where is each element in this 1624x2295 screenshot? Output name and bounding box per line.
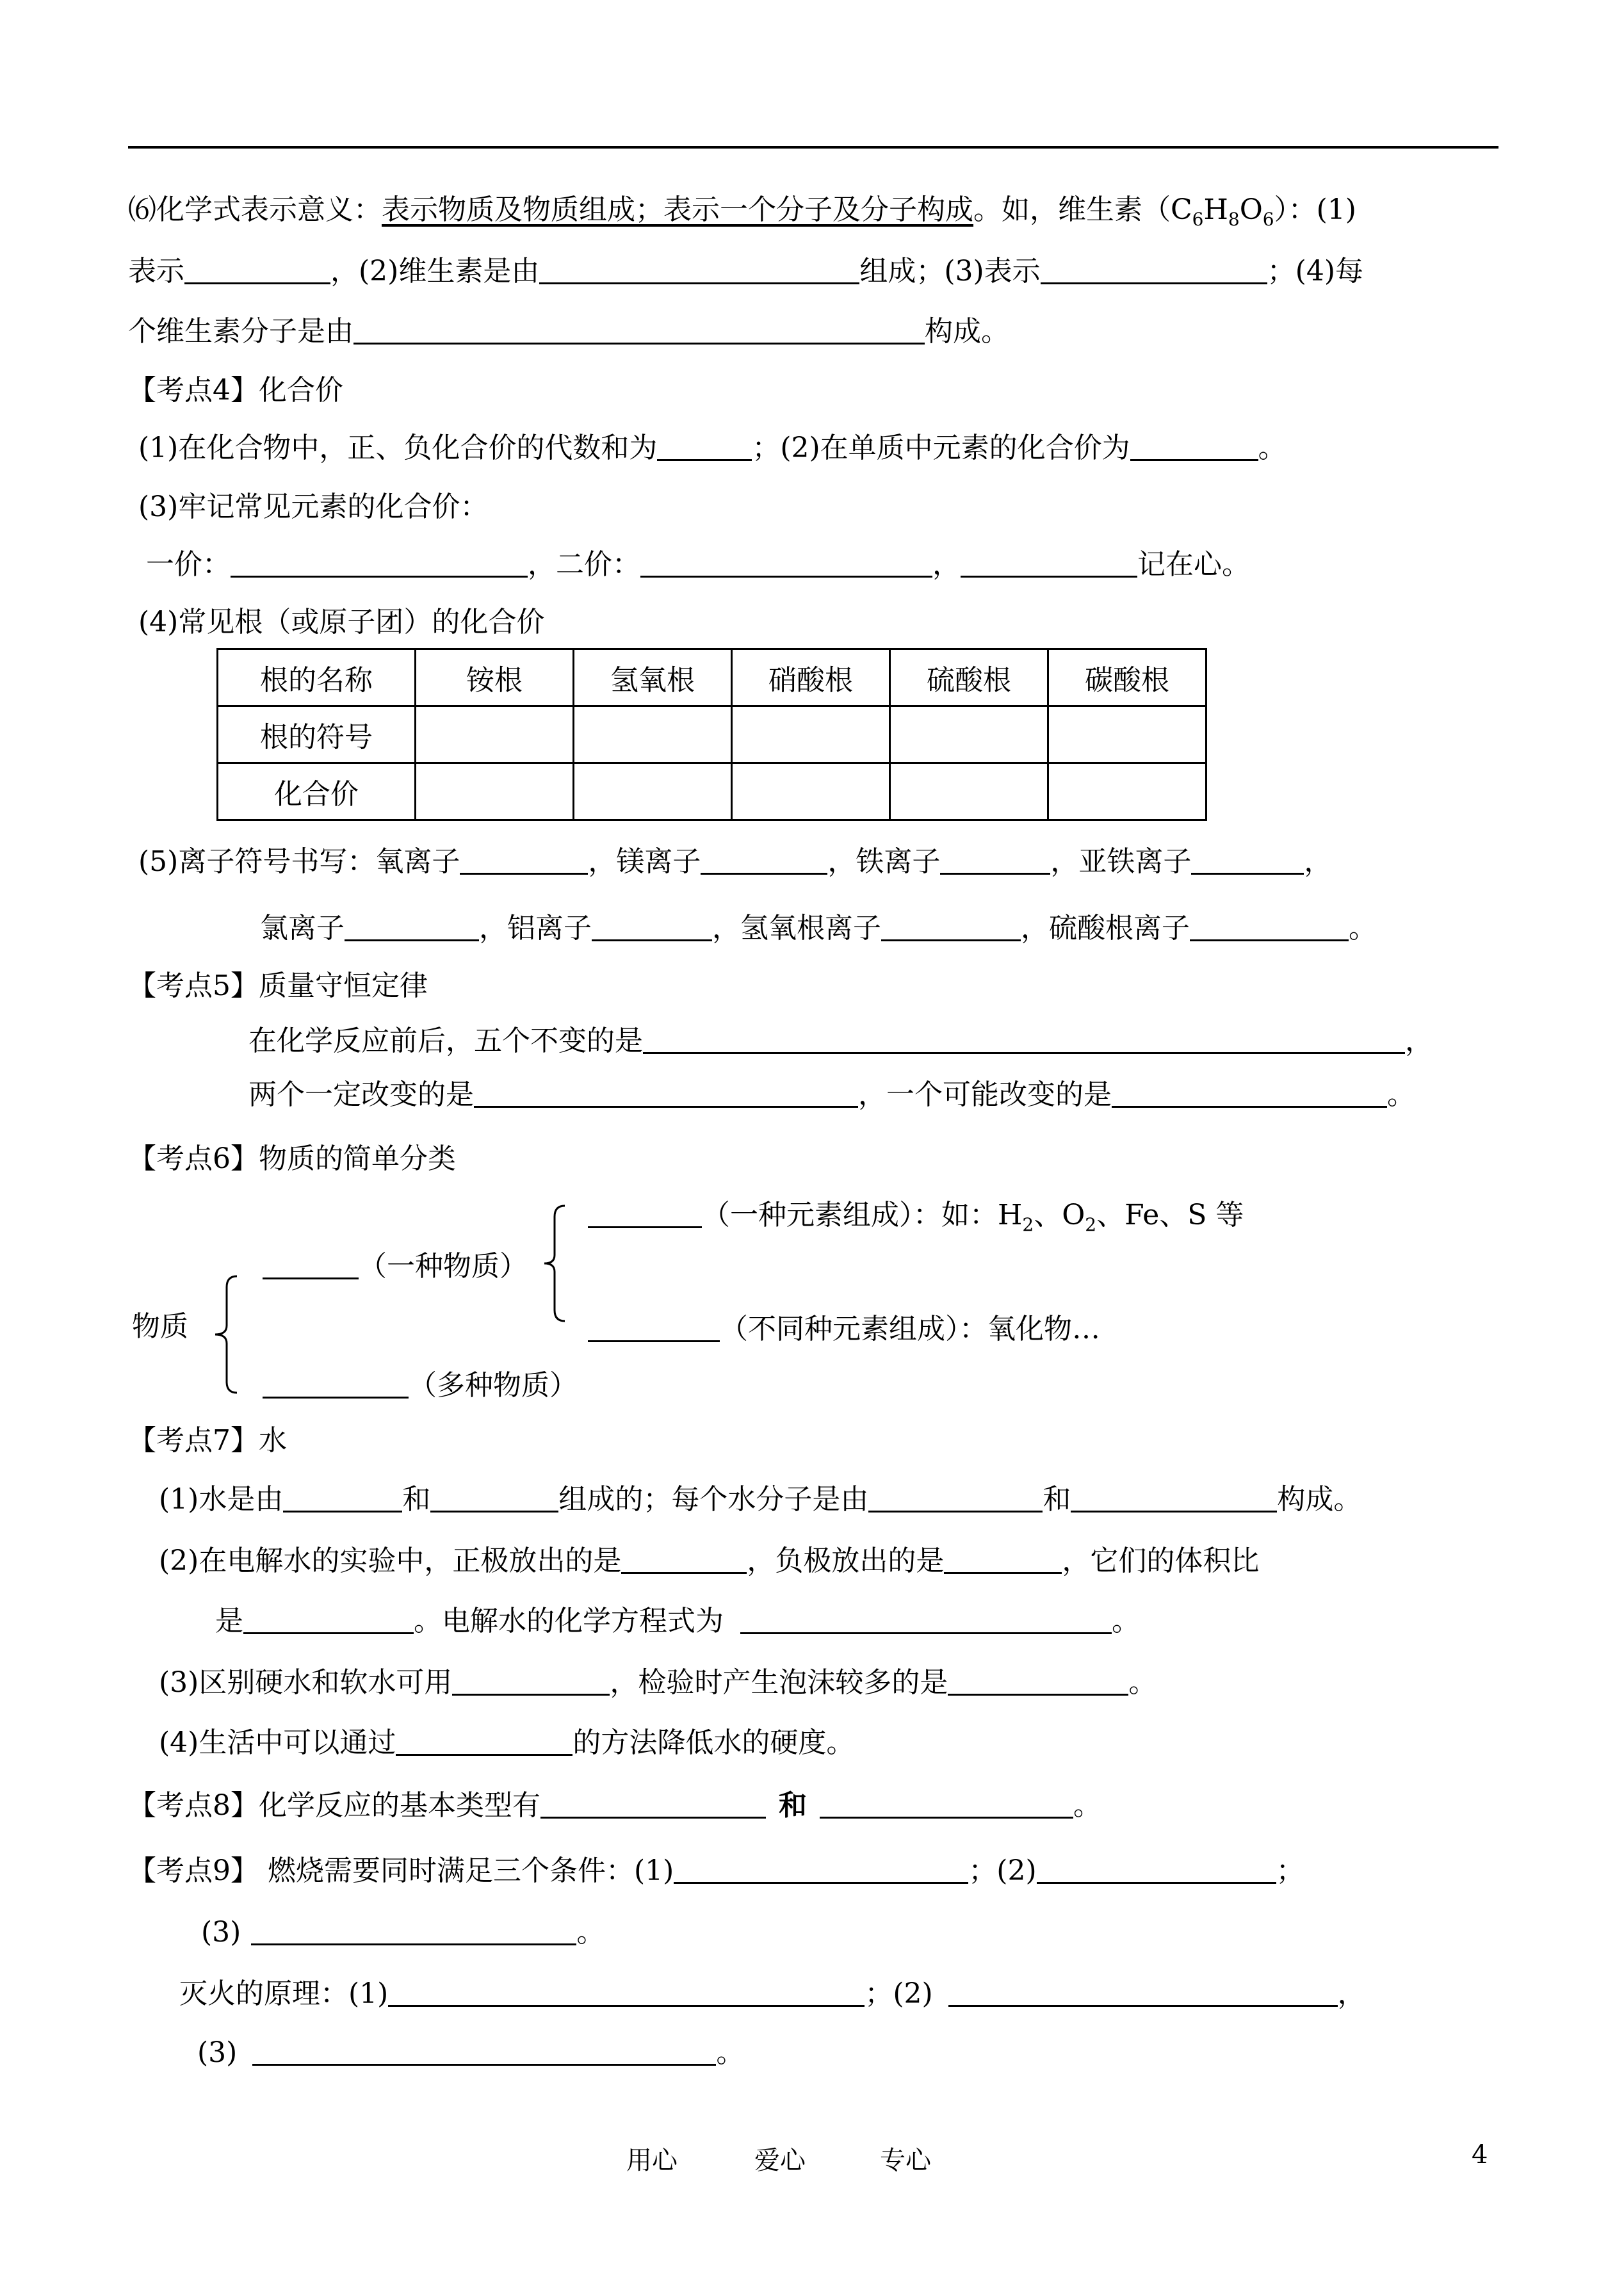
text: ，(2)维生素是由 bbox=[330, 255, 540, 288]
text: (4)生活中可以通过 bbox=[159, 1726, 396, 1759]
table-cell-empty[interactable] bbox=[416, 706, 574, 763]
subscript: 8 bbox=[1228, 209, 1240, 230]
ion-symbols-line-1 bbox=[138, 844, 1332, 880]
answer-blank[interactable] bbox=[243, 1604, 414, 1634]
header-rule bbox=[128, 146, 1498, 149]
table-cell-empty[interactable] bbox=[1048, 706, 1206, 763]
answer-blank[interactable] bbox=[231, 547, 528, 578]
answer-blank[interactable] bbox=[263, 1368, 409, 1399]
table-row bbox=[218, 706, 1206, 763]
answer-blank[interactable] bbox=[283, 1482, 402, 1512]
table-cell: 根的名称 bbox=[218, 649, 416, 706]
text: ； bbox=[1276, 1854, 1304, 1887]
text: 和 bbox=[1043, 1483, 1071, 1516]
answer-blank[interactable] bbox=[657, 431, 752, 461]
answer-blank[interactable] bbox=[1130, 431, 1258, 461]
classification-pure-substance bbox=[263, 1249, 528, 1285]
answer-blank[interactable] bbox=[263, 1249, 359, 1279]
classification-mixture bbox=[263, 1368, 578, 1404]
text: (3)区别硬水和软水可用 bbox=[159, 1666, 453, 1699]
answer-blank[interactable] bbox=[643, 1024, 1405, 1054]
text: ）：(1) bbox=[1274, 193, 1356, 226]
brace-icon bbox=[542, 1204, 567, 1323]
table-cell: 氢氧根 bbox=[574, 649, 732, 706]
answer-blank[interactable] bbox=[1112, 1078, 1387, 1108]
ion-symbols-line-2 bbox=[260, 911, 1377, 946]
text: 氯离子 bbox=[260, 912, 345, 945]
subscript: 2 bbox=[1085, 1214, 1097, 1235]
conservation-line-2 bbox=[248, 1077, 1415, 1113]
text: 。 bbox=[1349, 912, 1377, 945]
answer-blank[interactable] bbox=[540, 1788, 766, 1819]
text: ；(4)每 bbox=[1267, 255, 1363, 288]
radical-heading: (4)常见根（或原子团）的化合价 bbox=[138, 606, 545, 638]
text: 。 bbox=[1112, 1605, 1140, 1637]
text: ；(2)在单质中元素的化合价为 bbox=[752, 432, 1130, 464]
water-line-2b bbox=[215, 1603, 1140, 1639]
text: 构成。 bbox=[925, 315, 1009, 348]
text: 一价： bbox=[146, 548, 231, 581]
answer-blank[interactable] bbox=[588, 1312, 720, 1342]
table-cell-empty[interactable] bbox=[574, 706, 732, 763]
text: ，一个可能改变的是 bbox=[858, 1078, 1112, 1111]
text: 组成的；每个水分子是由 bbox=[558, 1483, 869, 1516]
formula-meaning-line bbox=[128, 192, 1356, 238]
answer-blank[interactable] bbox=[345, 911, 479, 941]
text: 。 bbox=[716, 2036, 745, 2069]
table-cell: 硝酸根 bbox=[732, 649, 890, 706]
table-cell: 根的符号 bbox=[218, 706, 416, 763]
answer-blank[interactable] bbox=[460, 845, 588, 875]
text: ；(2) bbox=[865, 1977, 933, 2010]
formula-meaning-line-3 bbox=[128, 314, 1009, 350]
table-cell: 硫酸根 bbox=[890, 649, 1048, 706]
text: 是 bbox=[215, 1605, 243, 1637]
text: （不同种元素组成）：氧化物… bbox=[720, 1313, 1100, 1345]
text: (1)在化合物中，正、负化合价的代数和为 bbox=[138, 432, 658, 464]
text: ，硫酸根离子 bbox=[1021, 912, 1190, 945]
text: 组成；(3)表示 bbox=[859, 255, 1041, 288]
answer-blank[interactable] bbox=[539, 254, 859, 284]
answer-blank[interactable] bbox=[948, 1977, 1338, 2007]
text: 。 bbox=[1128, 1666, 1157, 1699]
extinguish-line-3 bbox=[197, 2035, 744, 2071]
text: （一种元素组成）：如：H bbox=[702, 1199, 1023, 1231]
text: ，它们的体积比 bbox=[1062, 1545, 1260, 1577]
answer-blank[interactable] bbox=[1190, 911, 1349, 941]
text: 、O bbox=[1034, 1199, 1085, 1231]
text: 。 bbox=[1258, 432, 1287, 464]
text: ，检验时产生泡沫较多的是 bbox=[610, 1666, 948, 1699]
text: ， bbox=[1405, 1025, 1433, 1057]
answer-blank[interactable] bbox=[961, 547, 1137, 578]
answer-blank[interactable] bbox=[474, 1078, 858, 1108]
answer-blank[interactable] bbox=[452, 1666, 610, 1696]
footer-text: 用心 bbox=[626, 2146, 678, 2175]
answer-blank[interactable] bbox=[868, 1482, 1043, 1512]
text: H bbox=[1203, 193, 1228, 226]
text: 的方法降低水的硬度。 bbox=[572, 1726, 855, 1759]
text: （多种物质） bbox=[409, 1369, 578, 1402]
footer-text: 专心 bbox=[880, 2146, 931, 2175]
water-line-1 bbox=[159, 1482, 1361, 1518]
table-cell-empty[interactable] bbox=[890, 706, 1048, 763]
text: ，氢氧根离子 bbox=[712, 912, 881, 945]
formula-meaning-line-2 bbox=[128, 254, 1363, 289]
text: 记在心。 bbox=[1137, 548, 1250, 581]
text: ，二价： bbox=[528, 548, 640, 581]
text: ⑹化学式表示意义： bbox=[128, 193, 382, 226]
section-heading: 【考点4】化合价 bbox=[128, 374, 343, 407]
text: ，铁离子 bbox=[827, 845, 941, 878]
table-row bbox=[218, 763, 1206, 820]
table-cell: 铵根 bbox=[416, 649, 574, 706]
table-cell-empty[interactable] bbox=[574, 763, 732, 820]
combustion-line-3 bbox=[201, 1915, 605, 1950]
answer-blank[interactable] bbox=[1071, 1482, 1277, 1512]
text: ，镁离子 bbox=[588, 845, 701, 878]
answer-blank[interactable] bbox=[251, 1915, 576, 1945]
water-line-2 bbox=[159, 1543, 1259, 1579]
answer-blank[interactable] bbox=[1037, 1854, 1276, 1884]
table-row bbox=[218, 649, 1206, 706]
valence-line-3: (3)牢记常见元素的化合价： bbox=[138, 491, 489, 523]
answer-blank[interactable] bbox=[701, 845, 827, 875]
text: ，铝离子 bbox=[479, 912, 592, 945]
section-heading: 【考点7】水 bbox=[128, 1424, 287, 1457]
text: ，负极放出的是 bbox=[747, 1545, 945, 1577]
classification-pure-element bbox=[588, 1197, 1244, 1243]
text: 在化学反应前后，五个不变的是 bbox=[248, 1025, 643, 1057]
text: 表示 bbox=[128, 255, 184, 288]
text: 两个一定改变的是 bbox=[248, 1078, 474, 1111]
answer-blank[interactable] bbox=[388, 1977, 865, 2007]
answer-blank[interactable] bbox=[621, 1544, 747, 1574]
text: 。如，维生素（C bbox=[973, 193, 1192, 226]
table-cell-empty[interactable] bbox=[732, 706, 890, 763]
reaction-types-line bbox=[128, 1788, 1101, 1824]
answer-blank[interactable] bbox=[184, 254, 330, 284]
answer-blank[interactable] bbox=[430, 1482, 558, 1512]
subscript: 6 bbox=[1262, 209, 1274, 230]
text: 个维生素分子是由 bbox=[128, 315, 353, 348]
table-cell-empty[interactable] bbox=[732, 763, 890, 820]
classification-compound bbox=[588, 1311, 1100, 1347]
table-cell: 化合价 bbox=[218, 763, 416, 820]
answer-blank[interactable] bbox=[944, 1544, 1062, 1574]
water-line-3 bbox=[159, 1665, 1157, 1701]
text: 灭火的原理：(1) bbox=[179, 1977, 389, 2010]
text: ， bbox=[932, 548, 961, 581]
answer-blank[interactable] bbox=[1191, 845, 1304, 875]
answer-blank[interactable] bbox=[940, 845, 1050, 875]
answer-blank[interactable] bbox=[588, 1198, 702, 1228]
text: (5)离子符号书写：氧离子 bbox=[138, 845, 460, 878]
answer-blank[interactable] bbox=[353, 314, 925, 345]
section-heading: 【考点5】质量守恒定律 bbox=[128, 969, 428, 1002]
text: 构成。 bbox=[1277, 1483, 1362, 1516]
subscript: 2 bbox=[1022, 1214, 1034, 1235]
answer-blank[interactable] bbox=[740, 1604, 1112, 1634]
valence-line-1 bbox=[138, 430, 1287, 466]
text: ， bbox=[1304, 845, 1333, 878]
extinguish-line bbox=[179, 1976, 1366, 2012]
text: ；(2) bbox=[968, 1854, 1037, 1887]
answer-blank[interactable] bbox=[820, 1788, 1073, 1819]
section-heading: 【考点6】物质的简单分类 bbox=[128, 1142, 456, 1175]
answer-blank[interactable] bbox=[252, 2036, 716, 2066]
text: 。电解水的化学方程式为 bbox=[414, 1605, 724, 1637]
text: 。 bbox=[576, 1916, 605, 1949]
text: 【考点8】化学反应的基本类型有 bbox=[128, 1789, 540, 1822]
text: 。 bbox=[1073, 1789, 1101, 1822]
answer-blank[interactable] bbox=[948, 1666, 1128, 1696]
text: (1)水是由 bbox=[159, 1483, 284, 1516]
answer-blank[interactable] bbox=[1041, 254, 1267, 284]
radical-table bbox=[216, 648, 1207, 821]
subscript: 6 bbox=[1192, 209, 1204, 230]
underlined-text: 表示物质及物质组成；表示一个分子及分子构成 bbox=[382, 193, 973, 226]
text: 、Fe、S 等 bbox=[1096, 1199, 1244, 1231]
text: 和 bbox=[779, 1789, 807, 1822]
text: 【考点9】 燃烧需要同时满足三个条件：(1) bbox=[128, 1854, 674, 1887]
text: （一种物质） bbox=[359, 1250, 528, 1283]
page-number: 4 bbox=[1472, 2140, 1488, 2169]
text: O bbox=[1239, 193, 1263, 226]
text: (3) bbox=[197, 2036, 238, 2069]
text: 和 bbox=[402, 1483, 431, 1516]
valence-memorize-line bbox=[146, 547, 1250, 583]
conservation-line-1 bbox=[248, 1023, 1433, 1059]
table-cell-empty[interactable] bbox=[1048, 763, 1206, 820]
answer-blank[interactable] bbox=[674, 1854, 968, 1884]
table-cell: 碳酸根 bbox=[1048, 649, 1206, 706]
water-line-4 bbox=[159, 1725, 854, 1761]
table-cell-empty[interactable] bbox=[890, 763, 1048, 820]
answer-blank[interactable] bbox=[640, 547, 932, 578]
footer-text: 爱心 bbox=[754, 2146, 806, 2175]
text: 。 bbox=[1387, 1078, 1415, 1111]
text: (2)在电解水的实验中，正极放出的是 bbox=[159, 1545, 622, 1577]
answer-blank[interactable] bbox=[592, 911, 712, 941]
answer-blank[interactable] bbox=[881, 911, 1021, 941]
text: ， bbox=[1337, 1977, 1366, 2010]
text: ，亚铁离子 bbox=[1050, 845, 1192, 878]
table-cell-empty[interactable] bbox=[416, 763, 574, 820]
brace-icon bbox=[211, 1274, 240, 1395]
answer-blank[interactable] bbox=[396, 1726, 572, 1756]
combustion-line bbox=[128, 1853, 1304, 1889]
classification-root: 物质 bbox=[132, 1310, 188, 1343]
text: (3) bbox=[201, 1916, 241, 1949]
